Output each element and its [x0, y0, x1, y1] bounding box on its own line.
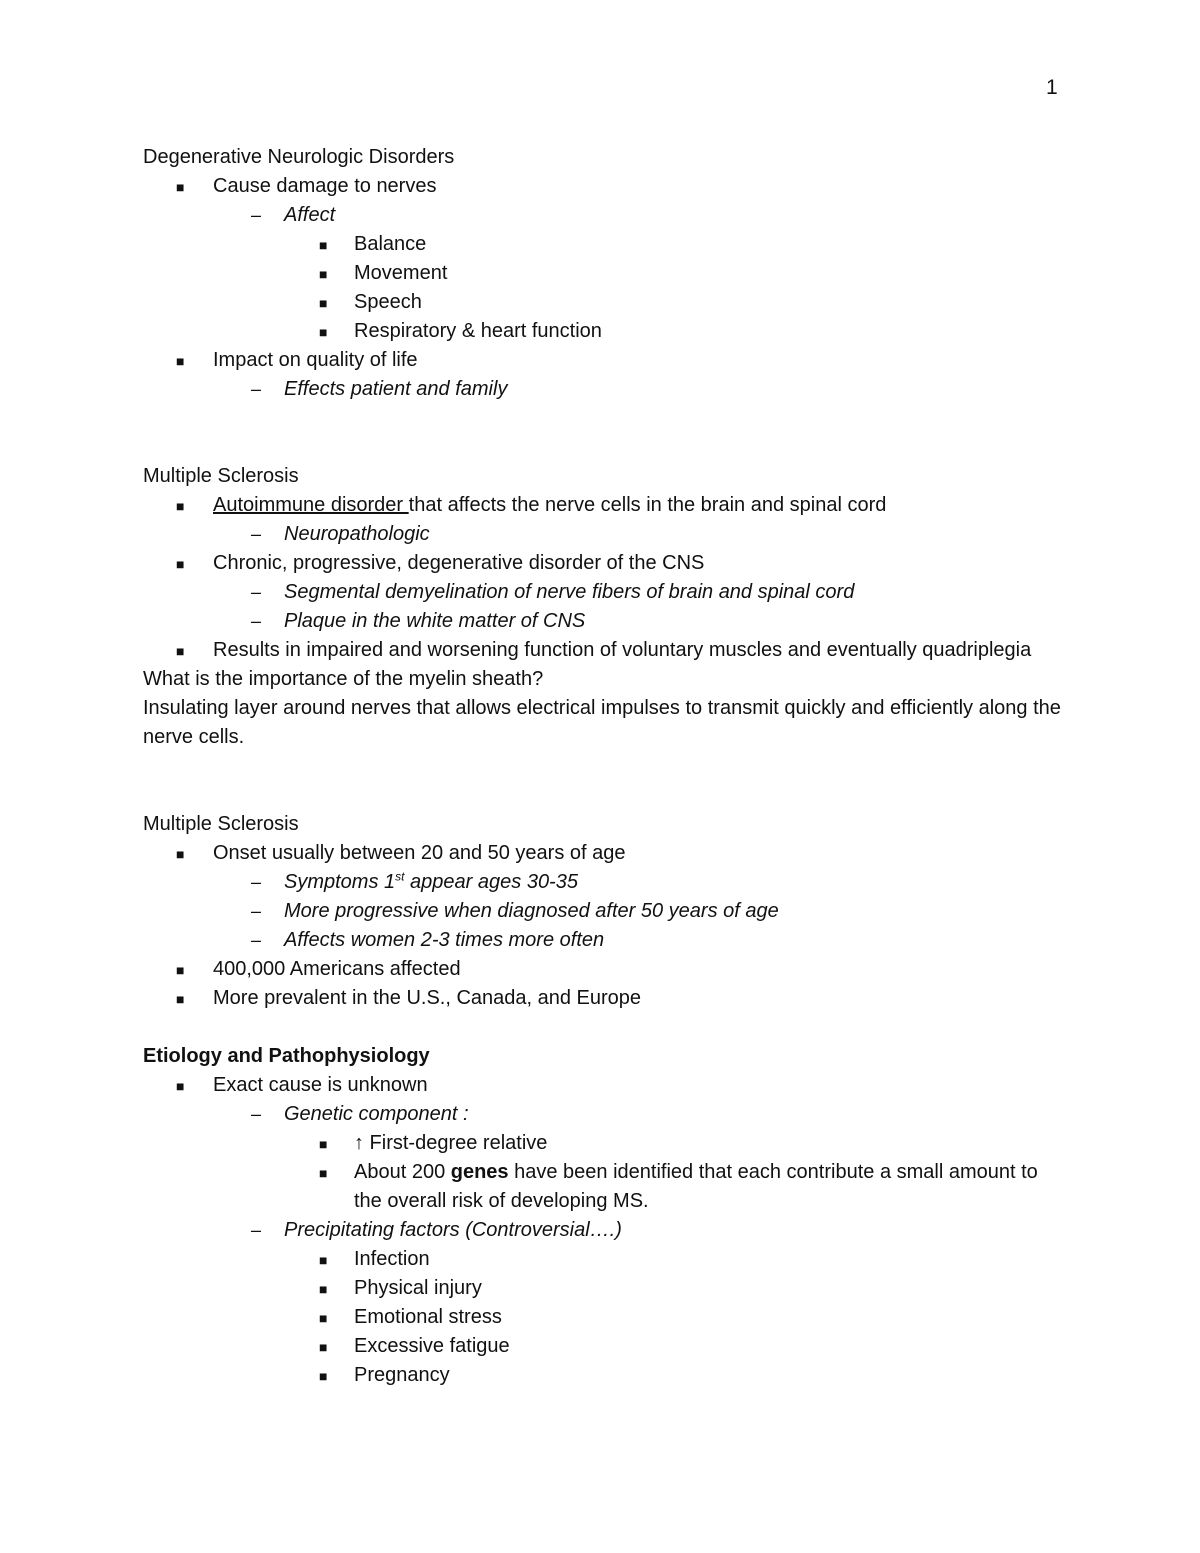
sub-bullet-item: – Segmental demyelination of nerve fibers of brain and spinal cord: [143, 578, 1063, 607]
dash-bullet-icon: –: [251, 379, 262, 399]
square-bullet-icon: ■: [319, 1281, 328, 1297]
sub-sub-bullet-item: ■ Balance: [143, 230, 1063, 259]
sub-sub-bullet-item: ■ Speech: [143, 288, 1063, 317]
bullet-item: ■ 400,000 Americans affected: [143, 955, 1063, 984]
underlined-term: Autoimmune disorder: [213, 494, 409, 516]
page-number: 1: [1046, 76, 1058, 99]
dash-bullet-icon: –: [251, 524, 262, 544]
square-bullet-icon: ■: [319, 1339, 328, 1355]
sub-sub-bullet-item: ■ Excessive fatigue: [143, 1332, 1063, 1361]
sub-bullet-item: – More progressive when diagnosed after 50 years of age: [143, 897, 1063, 926]
sub-bullet-item: – Affect: [143, 201, 1063, 230]
sub-sub-bullet-item: ■ Pregnancy: [143, 1361, 1063, 1390]
answer-text: Insulating layer around nerves that allows electrical impulses to transmit quickly and efficiently along the nerve cells.: [143, 697, 1061, 748]
square-bullet-icon: ■: [319, 324, 328, 340]
dash-bullet-icon: –: [251, 1220, 262, 1240]
section-title: Multiple Sclerosis: [143, 465, 299, 487]
spacer: [143, 1013, 1063, 1042]
spacer: [143, 752, 1063, 810]
dash-bullet-icon: –: [251, 1104, 262, 1124]
dash-bullet-icon: –: [251, 611, 262, 631]
bullet-item: ■ Cause damage to nerves: [143, 172, 1063, 201]
dash-bullet-icon: –: [251, 582, 262, 602]
square-bullet-icon: ■: [319, 266, 328, 282]
dash-bullet-icon: –: [251, 205, 262, 225]
sub-bullet-item: – Effects patient and family: [143, 375, 1063, 404]
dash-bullet-icon: –: [251, 930, 262, 950]
section-title: Multiple Sclerosis: [143, 813, 299, 835]
square-bullet-icon: ■: [176, 498, 185, 514]
sub-sub-bullet-item: ■ Respiratory & heart function: [143, 317, 1063, 346]
dash-bullet-icon: –: [251, 872, 262, 892]
bullet-item: ■ More prevalent in the U.S., Canada, and Europe: [143, 984, 1063, 1013]
sub-bullet-item: – Symptoms 1st appear ages 30-35: [143, 868, 1063, 897]
square-bullet-icon: ■: [176, 962, 185, 978]
sub-sub-bullet-item: ■ ↑ First-degree relative: [143, 1129, 1063, 1158]
bullet-item: ■ Exact cause is unknown: [143, 1071, 1063, 1100]
square-bullet-icon: ■: [319, 1252, 328, 1268]
sub-bullet-item: – Affects women 2-3 times more often: [143, 926, 1063, 955]
sub-bullet-item: – Neuropathologic: [143, 520, 1063, 549]
square-bullet-icon: ■: [176, 1078, 185, 1094]
question-text: What is the importance of the myelin sheath?: [143, 668, 544, 690]
square-bullet-icon: ■: [319, 237, 328, 253]
sub-sub-bullet-item: ■ Physical injury: [143, 1274, 1063, 1303]
sub-bullet-item: – Plaque in the white matter of CNS: [143, 607, 1063, 636]
square-bullet-icon: ■: [319, 1165, 328, 1181]
square-bullet-icon: ■: [176, 846, 185, 862]
section-title: Degenerative Neurologic Disorders: [143, 146, 455, 168]
sub-sub-bullet-item: ■ About 200 genes have been identified that each contribute a small amount to the overall risk of developing MS.: [319, 1161, 1038, 1212]
bullet-item: ■ Chronic, progressive, degenerative disorder of the CNS: [143, 549, 1063, 578]
square-bullet-icon: ■: [176, 556, 185, 572]
bullet-item: ■ Results in impaired and worsening function of voluntary muscles and eventually quadriplegia: [143, 636, 1063, 665]
section-title: Etiology and Pathophysiology: [143, 1045, 430, 1067]
dash-bullet-icon: –: [251, 901, 262, 921]
sub-sub-bullet-item: ■ Infection: [143, 1245, 1063, 1274]
sub-sub-bullet-item: ■ Movement: [143, 259, 1063, 288]
square-bullet-icon: ■: [319, 295, 328, 311]
document-body: [143, 143, 1063, 1390]
square-bullet-icon: ■: [176, 353, 185, 369]
bullet-item: ■ Onset usually between 20 and 50 years of age: [143, 839, 1063, 868]
sub-bullet-item: – Precipitating factors (Controversial….): [143, 1216, 1063, 1245]
sub-bullet-item: – Genetic component :: [143, 1100, 1063, 1129]
spacer: [143, 404, 1063, 462]
square-bullet-icon: ■: [319, 1368, 328, 1384]
bullet-item: ■ Autoimmune disorder that affects the nerve cells in the brain and spinal cord: [143, 491, 1063, 520]
square-bullet-icon: ■: [176, 643, 185, 659]
sub-sub-bullet-item: ■ Emotional stress: [143, 1303, 1063, 1332]
square-bullet-icon: ■: [319, 1310, 328, 1326]
bullet-item: ■ Impact on quality of life: [143, 346, 1063, 375]
square-bullet-icon: ■: [176, 179, 185, 195]
square-bullet-icon: ■: [319, 1136, 328, 1152]
square-bullet-icon: ■: [176, 991, 185, 1007]
